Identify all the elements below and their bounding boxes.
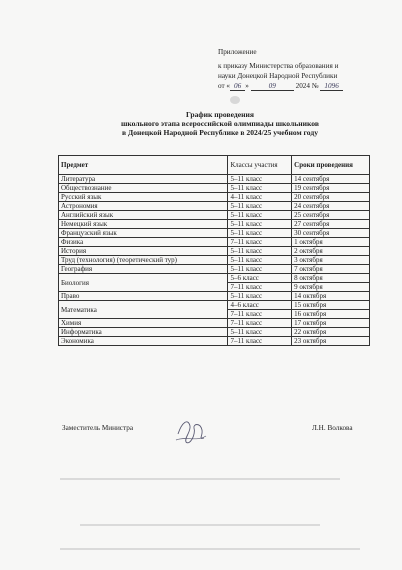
order-date: от « 06 » 09 2024 № 1096 [218,81,343,91]
classes-cell: 4–6 класс [228,301,292,310]
classes-cell: 7–11 класс [228,310,292,319]
classes-cell: 5–11 класс [228,256,292,265]
subject-cell: Астрономия [59,202,228,211]
classes-cell: 7–11 класс [228,337,292,346]
subject-cell: География [59,265,228,274]
date-cell: 14 сентября [292,175,370,184]
classes-cell: 5–11 класс [228,292,292,301]
table-row [59,193,370,202]
order-reference: к приказу Министерства образования и [218,62,339,70]
classes-cell: 4–11 класс [228,193,292,202]
date-cell: 30 сентября [292,229,370,238]
subject-cell: Русский язык [59,193,228,202]
scan-artifact [60,478,340,480]
table-row [59,229,370,238]
order-month: 09 [251,82,294,91]
order-day: 06 [230,82,245,91]
subject-cell: Труд (технология) (теоретический тур) [59,256,228,265]
table-row [59,220,370,229]
subject-cell: Французский язык [59,229,228,238]
signatory-position: Заместитель Министра [62,424,134,432]
classes-cell: 5–11 класс [228,184,292,193]
header-classes: Классы участия [228,156,292,175]
table-row [59,202,370,211]
date-cell: 14 октября [292,292,370,301]
classes-cell: 5–11 класс [228,202,292,211]
classes-cell: 5–11 класс [228,211,292,220]
date-cell: 8 октября [292,274,370,283]
subject-cell: Информатика [59,328,228,337]
handwritten-signature [172,412,212,448]
header-dates: Сроки проведения [292,156,370,175]
appendix-label: Приложение [218,48,257,56]
table-row [59,256,370,265]
table-row [59,265,370,274]
date-cell: 3 октября [292,256,370,265]
table-row [59,292,370,301]
table-row [59,328,370,337]
table-row [59,238,370,247]
date-cell: 7 октября [292,265,370,274]
date-cell: 16 октября [292,310,370,319]
scan-artifact [80,524,320,526]
subject-cell: Математика [59,301,228,319]
ministry-name: науки Донецкой Народной Республики [218,72,338,80]
classes-cell: 5–11 класс [228,265,292,274]
table-row [59,247,370,256]
date-cell: 25 сентября [292,211,370,220]
classes-cell: 5–11 класс [228,220,292,229]
table-row [59,184,370,193]
date-cell: 20 сентября [292,193,370,202]
olympiad-schedule-table [58,155,370,346]
subject-cell: Литература [59,175,228,184]
appendix-block [218,47,343,91]
header-subject: Предмет [59,156,228,175]
date-cell: 22 октября [292,328,370,337]
subject-cell: Физика [59,238,228,247]
order-number: 1096 [320,82,342,91]
subject-cell: Обществознание [59,184,228,193]
classes-cell: 7–11 класс [228,238,292,247]
subject-cell: Немецкий язык [59,220,228,229]
subject-cell: Биология [59,274,228,292]
table-row [59,337,370,346]
table-header-row [59,156,370,175]
subject-cell: Экономика [59,337,228,346]
classes-cell: 7–11 класс [228,319,292,328]
classes-cell: 5–11 класс [228,247,292,256]
classes-cell: 7–11 класс [228,283,292,292]
subject-cell: Химия [59,319,228,328]
document-title: График проведения школьного этапа всероссийской олимпиады школьников в Донецкой Народной Республике в 2024/25 учебном году [120,110,320,137]
subject-cell: Английский язык [59,211,228,220]
classes-cell: 5–11 класс [228,328,292,337]
table-row [59,301,370,310]
table-row [59,175,370,184]
date-cell: 27 сентября [292,220,370,229]
scan-artifact [60,548,360,550]
table-row [59,211,370,220]
table-row [59,274,370,283]
date-cell: 1 октября [292,238,370,247]
date-cell: 2 октября [292,247,370,256]
classes-cell: 5–11 класс [228,175,292,184]
table-row [59,319,370,328]
ink-mark [230,96,240,104]
date-cell: 24 сентября [292,202,370,211]
date-cell: 15 октября [292,301,370,310]
date-cell: 23 октября [292,337,370,346]
date-cell: 9 октября [292,283,370,292]
classes-cell: 5–11 класс [228,229,292,238]
date-cell: 19 сентября [292,184,370,193]
signatory-name: Л.Н. Волкова [312,424,353,432]
classes-cell: 5–6 класс [228,274,292,283]
subject-cell: История [59,247,228,256]
subject-cell: Право [59,292,228,301]
date-cell: 17 октября [292,319,370,328]
